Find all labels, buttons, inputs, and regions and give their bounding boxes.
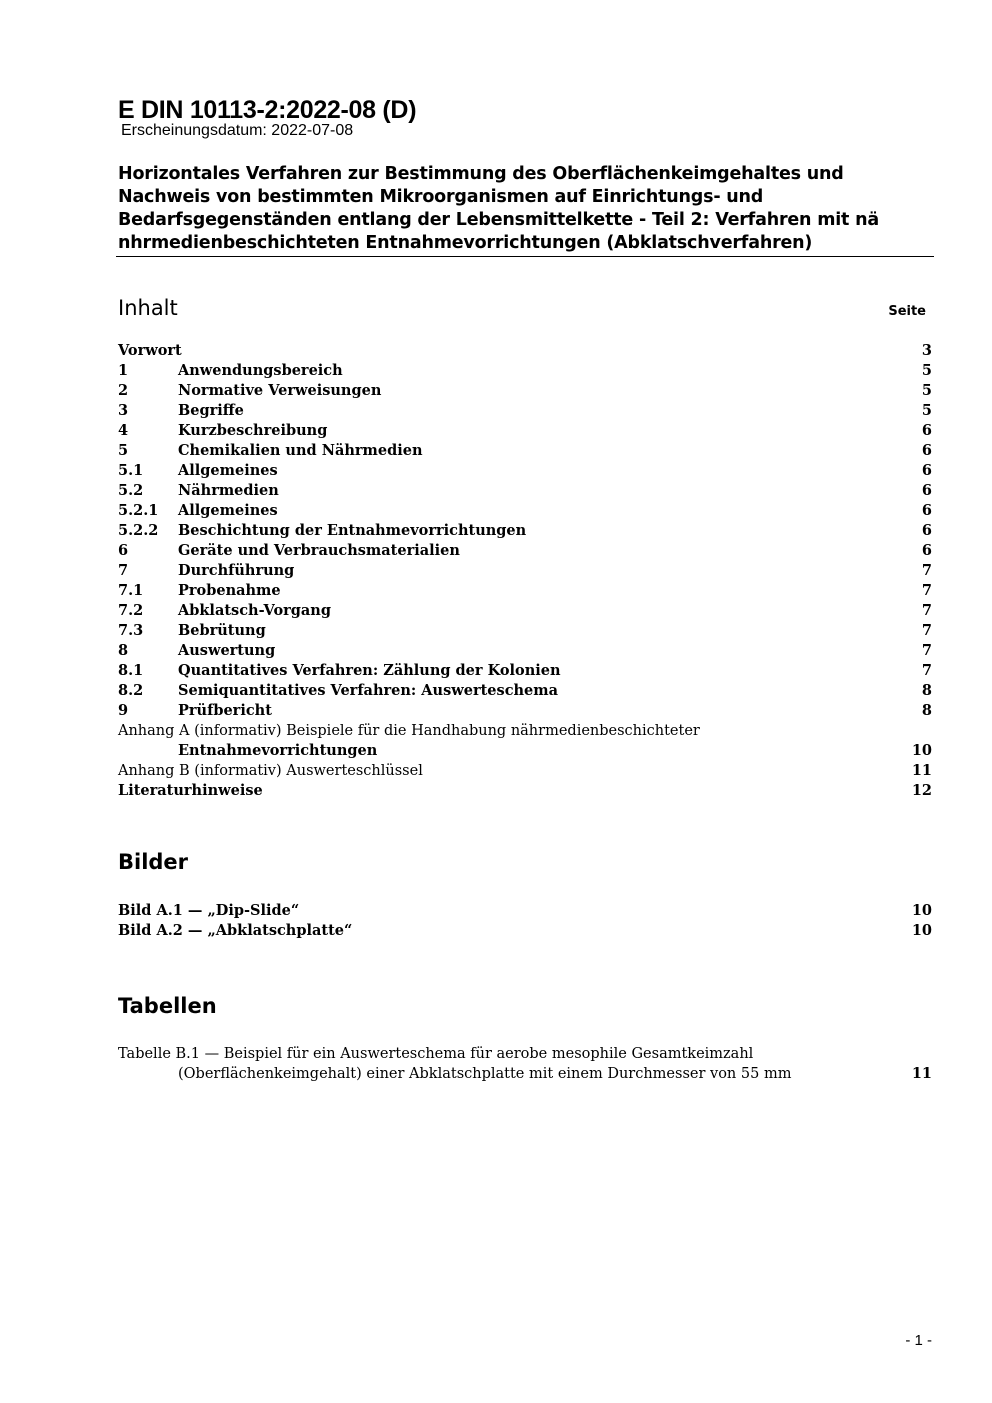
figure-entry-page: 10 (911, 922, 932, 939)
toc-entry-number: 1 (118, 362, 129, 379)
toc-entry-number: 7.1 (118, 582, 144, 599)
document-title (118, 163, 934, 255)
toc-entry-page: 6 (921, 502, 932, 519)
toc-entry-title: Begriffe (178, 401, 248, 421)
toc-entry[interactable] (118, 521, 932, 541)
toc-entry-title: Prüfbericht (178, 701, 276, 721)
toc-entry[interactable] (118, 681, 932, 701)
toc-entry-annex-b[interactable] (118, 761, 932, 781)
toc-entry-page: 6 (921, 542, 932, 559)
toc-entry-page: 12 (911, 782, 932, 799)
toc-entry[interactable] (118, 661, 932, 681)
title-line: Horizontales Verfahren zur Bestimmung des Oberflächenkeimgehaltes und (118, 164, 844, 184)
toc-entry[interactable] (118, 381, 932, 401)
toc-entry-page: 6 (921, 482, 932, 499)
toc-entry[interactable] (118, 361, 932, 381)
toc-entry-page: 7 (921, 662, 932, 679)
toc-entry-number: 5.2.1 (118, 502, 159, 519)
toc-entry[interactable] (118, 441, 932, 461)
toc-entry-title: Anhang A (informativ) Beispiele für die Handhabung nährmedienbeschichteter (118, 721, 704, 741)
table-entry[interactable] (118, 1044, 932, 1064)
title-line: Bedarfsgegenständen entlang der Lebensmittelkette - Teil 2: Verfahren mit nä (118, 210, 879, 230)
toc-entry-title: Quantitatives Verfahren: Zählung der Kolonien (178, 661, 565, 681)
toc-entry-number: 8.1 (118, 662, 144, 679)
toc-entry[interactable] (118, 701, 932, 721)
toc-entry-number: 5.2 (118, 482, 144, 499)
toc-entry-title: Vorwort (118, 341, 186, 361)
toc-entry[interactable] (118, 501, 932, 521)
toc-entry-number: 5 (118, 442, 129, 459)
toc-entry-title: Entnahmevorrichtungen (178, 741, 381, 761)
toc-entry-title: Literaturhinweise (118, 781, 267, 801)
toc-entry-number: 7.3 (118, 622, 144, 639)
toc-entry-number: 3 (118, 402, 129, 419)
tables-heading: Tabellen (118, 994, 217, 1018)
toc-entry[interactable] (118, 541, 932, 561)
table-entry-title: (Oberflächenkeimgehalt) einer Abklatschplatte mit einem Durchmesser von 55 mm (178, 1064, 795, 1084)
toc-entry[interactable] (118, 561, 932, 581)
toc-entry-page: 3 (921, 342, 932, 359)
toc-entry[interactable] (118, 621, 932, 641)
toc-entry-number: 8.2 (118, 682, 144, 699)
toc-entry-page: 5 (921, 362, 932, 379)
toc-entry-title: Normative Verweisungen (178, 381, 385, 401)
toc-entry[interactable] (118, 641, 932, 661)
toc-entry-page: 6 (921, 522, 932, 539)
figure-entry-title: Bild A.2 — „Abklatschplatte“ (118, 921, 356, 941)
toc-entry-title: Chemikalien und Nährmedien (178, 441, 427, 461)
figure-entry-title: Bild A.1 — „Dip-Slide“ (118, 901, 303, 921)
toc-entry-title: Auswertung (178, 641, 279, 661)
toc-entry-number: 6 (118, 542, 129, 559)
toc-entry[interactable] (118, 481, 932, 501)
list-of-tables (118, 1044, 932, 1084)
table-entry-title: Tabelle B.1 — Beispiel für ein Auswerteschema für aerobe mesophile Gesamtkeimzahl (118, 1044, 757, 1064)
figure-entry[interactable] (118, 901, 932, 921)
toc-entry-title: Probenahme (178, 581, 285, 601)
title-line: nhrmedienbeschichteten Entnahmevorrichtungen (Abklatschverfahren) (118, 233, 813, 253)
table-entry-page: 11 (911, 1065, 932, 1082)
figure-entry-page: 10 (911, 902, 932, 919)
toc-entry-number: 8 (118, 642, 129, 659)
contents-heading: Inhalt (118, 296, 178, 320)
toc-entry-title: Beschichtung der Entnahmevorrichtungen (178, 521, 530, 541)
toc-entry-annex-a[interactable] (118, 721, 932, 741)
toc-entry-number: 7.2 (118, 602, 144, 619)
toc-entry-title: Anhang B (informativ) Auswerteschlüssel (118, 761, 427, 781)
toc-entry-title: Abklatsch-Vorgang (178, 601, 335, 621)
page-column-label: Seite (888, 304, 926, 319)
toc-entry-title: Nährmedien (178, 481, 283, 501)
toc-entry-page: 6 (921, 422, 932, 439)
toc-entry-title: Allgemeines (178, 461, 282, 481)
toc-entry-page: 11 (911, 762, 932, 779)
toc-entry[interactable] (118, 341, 932, 361)
toc-entry[interactable] (118, 581, 932, 601)
page-number: - 1 - (905, 1332, 932, 1349)
toc-entry-title: Durchführung (178, 561, 298, 581)
title-line: Nachweis von bestimmten Mikroorganismen auf Einrichtungs- und (118, 187, 764, 207)
table-entry-continued[interactable] (118, 1064, 932, 1084)
toc-entry[interactable] (118, 401, 932, 421)
toc-entry-title: Bebrütung (178, 621, 270, 641)
toc-entry-page: 6 (921, 442, 932, 459)
toc-entry-annex-a-continued[interactable] (118, 741, 932, 761)
title-divider (116, 256, 934, 257)
toc-entry[interactable] (118, 421, 932, 441)
toc-entry-page: 8 (921, 682, 932, 699)
toc-entry-number: 9 (118, 702, 129, 719)
toc-entry-page: 5 (921, 402, 932, 419)
toc-entry-title: Geräte und Verbrauchsmaterialien (178, 541, 464, 561)
toc-entry-page: 6 (921, 462, 932, 479)
toc-entry-title: Anwendungsbereich (178, 361, 347, 381)
toc-entry-title: Kurzbeschreibung (178, 421, 331, 441)
toc-entry-number: 5.2.2 (118, 522, 159, 539)
toc-entry-page: 7 (921, 582, 932, 599)
toc-entry-number: 5.1 (118, 462, 144, 479)
toc-entry-number: 4 (118, 422, 129, 439)
toc-entry[interactable] (118, 461, 932, 481)
toc-entry-page: 5 (921, 382, 932, 399)
toc-entry-page: 7 (921, 602, 932, 619)
toc-entry-bibliography[interactable] (118, 781, 932, 801)
table-of-contents (118, 341, 932, 801)
toc-entry-number: 7 (118, 562, 129, 579)
toc-entry-title: Semiquantitatives Verfahren: Auswerteschema (178, 681, 562, 701)
toc-entry-page: 8 (921, 702, 932, 719)
figures-heading: Bilder (118, 850, 189, 874)
toc-entry-page: 7 (921, 622, 932, 639)
toc-entry-title: Allgemeines (178, 501, 282, 521)
publication-date: Erscheinungsdatum: 2022-07-08 (121, 122, 354, 139)
toc-entry-page: 10 (911, 742, 932, 759)
toc-entry-number: 2 (118, 382, 129, 399)
list-of-figures (118, 901, 932, 941)
figure-entry[interactable] (118, 921, 932, 941)
document-id: E DIN 10113-2:2022-08 (D) (118, 96, 417, 124)
toc-entry-page: 7 (921, 642, 932, 659)
toc-entry[interactable] (118, 601, 932, 621)
toc-entry-page: 7 (921, 562, 932, 579)
